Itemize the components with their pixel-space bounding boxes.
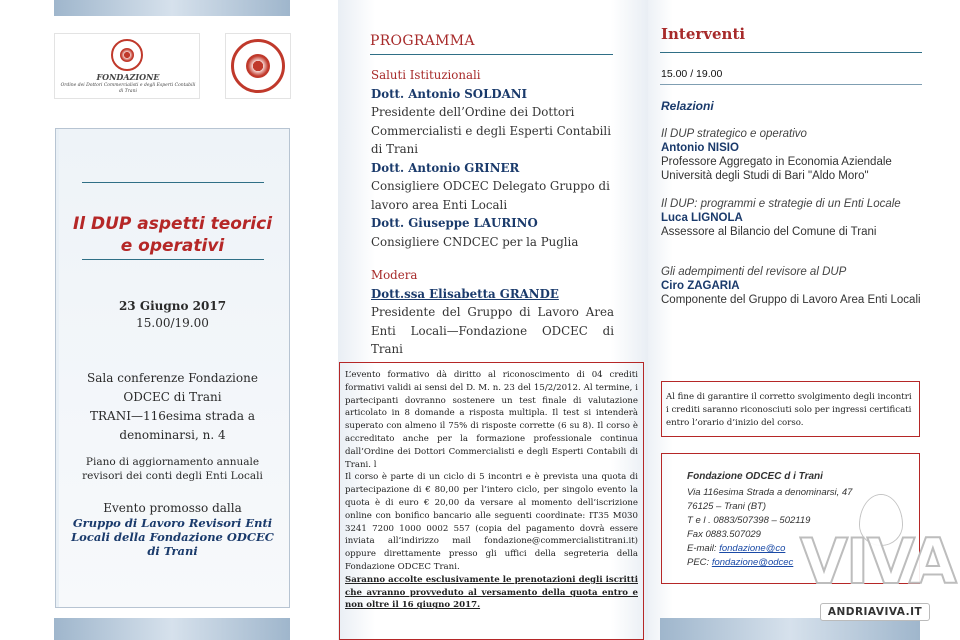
- contact-address: Via 116esima Strada a denominarsi, 47: [687, 487, 853, 498]
- talk-topic: Il DUP strategico e operativo: [661, 128, 807, 140]
- decorative-bar-bottom-right: [660, 618, 920, 640]
- divider: [82, 182, 264, 183]
- programma-heading: PROGRAMMA: [370, 33, 475, 49]
- fee-text: Il corso è parte di un ciclo di 5 incontri e è prevista una quota di partecipazione di € 80,00 per l’intero ciclo, per singolo evento la quota è di euro € 20,00 da versare al momento dell’iscrizione online con bonifico bancario alle seguenti coordinate: IT35 M030 3241 7200 1000 0002 557 (copia del pagamento dovrà essere inviata all’indirizzo mail fondazione@commercialistitrani.it) oppure direttamente presso gli uffici della segreteria della Fondazione ODCEC Trani.: [345, 472, 638, 572]
- speaker-name: Dott. Antonio GRINER: [371, 160, 520, 175]
- talk-item: [661, 197, 921, 239]
- seal-icon: [111, 39, 143, 71]
- speaker-name: Dott. Giuseppe LAURINO: [371, 216, 538, 230]
- speaker-name: Dott. Antonio SOLDANI: [371, 86, 528, 101]
- divider: [82, 259, 264, 260]
- ordine-seal-logo: [225, 33, 291, 99]
- venue-line: ODCEC di Trani: [123, 390, 222, 404]
- venue-line: TRANI—116esima strada a: [90, 409, 255, 423]
- divider: [370, 54, 613, 55]
- contact-city: 76125 – Trani (BT): [687, 501, 767, 512]
- pec-label: PEC:: [687, 557, 710, 568]
- credits-notice: [339, 362, 644, 640]
- venue-line: denominarsi, n. 4: [119, 428, 226, 442]
- watermark-site: ANDRIAVIVA.IT: [820, 603, 930, 621]
- event-date: 23 Giugno 2017: [118, 299, 227, 313]
- deadline-text: Saranno accolte esclusivamente le prenotazioni degli iscritti che avranno provveduto al versamento della quota entro e non oltre il 16 giugno 2017.: [345, 574, 638, 611]
- talk-speaker: Ciro ZAGARIA: [661, 280, 740, 292]
- contact-email-row: [687, 542, 919, 556]
- greetings-label: Saluti Istituzionali: [371, 68, 481, 82]
- talk-speaker-role: Componente del Gruppo di Lavoro Area Enti Locali: [661, 294, 921, 306]
- decorative-bar-bottom-left: [54, 618, 290, 640]
- email-link[interactable]: fondazione@co: [719, 543, 786, 554]
- contact-org: Fondazione ODCEC d i Trani: [687, 471, 823, 482]
- contact-fax: Fax 0883.507029: [687, 529, 761, 540]
- moderator-block: [371, 266, 614, 359]
- speaker-role: Consigliere ODCEC Delegato Gruppo di lavoro area Enti Locali: [371, 179, 610, 212]
- talk-speaker-role: Professore Aggregato in Economia Aziendale Università degli Studi di Bari "Aldo Moro": [661, 156, 892, 182]
- promoted-by-label: Evento promosso dalla: [103, 501, 242, 515]
- contact-pec-row: [687, 556, 919, 570]
- decorative-bar-top: [54, 0, 290, 16]
- fondazione-logo: [54, 33, 200, 99]
- moderator-name: Dott.ssa Elisabetta GRANDE: [371, 286, 559, 301]
- relazioni-label: Relazioni: [661, 99, 714, 113]
- talk-topic: Il DUP: programmi e strategie di un Enti Locale: [661, 198, 901, 210]
- logo-subtitle: Ordine dei Dottori Commercialisti e degli Esperti Contabili di Trani: [60, 83, 196, 94]
- venue-line: Sala conferenze Fondazione: [87, 371, 258, 385]
- talk-speaker: Antonio NISIO: [661, 142, 739, 154]
- contact-tel: T e l . 0883/507398 – 502119: [687, 515, 811, 526]
- divider: [660, 52, 922, 53]
- event-datetime: [70, 298, 275, 332]
- divider: [660, 84, 922, 85]
- talk-speaker-role: Assessore al Bilancio del Comune di Trani: [661, 226, 877, 238]
- email-label: E-mail:: [687, 543, 717, 554]
- talk-topic: Gli adempimenti del revisore al DUP: [661, 266, 847, 278]
- event-venue: [70, 369, 275, 445]
- programma-list: [371, 66, 614, 251]
- logo-title: FONDAZIONE: [96, 72, 160, 82]
- talk-speaker: Luca LIGNOLA: [661, 212, 743, 224]
- training-plan: Piano di aggiornamento annuale revisori dei conti degli Enti Locali: [82, 456, 263, 482]
- promoter-name: Gruppo di Lavoro Revisori Enti Locali della Fondazione ODCEC di Trani: [71, 516, 274, 558]
- notice-text: L’evento formativo dà diritto al riconoscimento di 04 crediti formativi validi ai sensi del D. M. n. 23 del 15/2/2012. Al termine, i partecipanti dovranno sostenere un test finale di valutazione articolato in 8 domande a risposta multipla. Il test si intenderà superato con almeno il 75% di risposte corrette (6 su 8). Il corso è accreditato anche per la formazione professionale continua dall’Ordine dei Dottori Commercialisti e degli Esperti Contabili di Trani. l: [345, 370, 638, 470]
- event-time: 15.00/19.00: [136, 316, 209, 330]
- interventi-time: 15.00 / 19.00: [661, 68, 723, 80]
- contact-box: [661, 453, 920, 584]
- speaker-role: Consigliere CNDCEC per la Puglia: [371, 234, 579, 249]
- attendance-note: Al fine di garantire il corretto svolgimento degli incontri i crediti saranno riconosciuti solo per ingressi certificati entro l’orario d’inizio del corso.: [661, 381, 920, 437]
- talk-item: [661, 127, 921, 183]
- pec-link[interactable]: fondazione@odcec: [711, 557, 794, 568]
- moderator-role: Presidente del Gruppo di Lavoro Area Enti Locali—Fondazione ODCEC di Trani: [371, 305, 614, 356]
- seal-icon: [231, 39, 285, 93]
- speaker-role: Presidente dell’Ordine dei Dottori Commercialisti e degli Esperti Contabili di Trani: [371, 105, 611, 156]
- moderator-label: Modera: [371, 268, 418, 282]
- watermark-brand: VIVA: [800, 525, 955, 598]
- interventi-heading: Interventi: [661, 25, 746, 43]
- event-title: Il DUP aspetti teorici e operativi: [72, 214, 273, 256]
- talk-item: [661, 265, 921, 307]
